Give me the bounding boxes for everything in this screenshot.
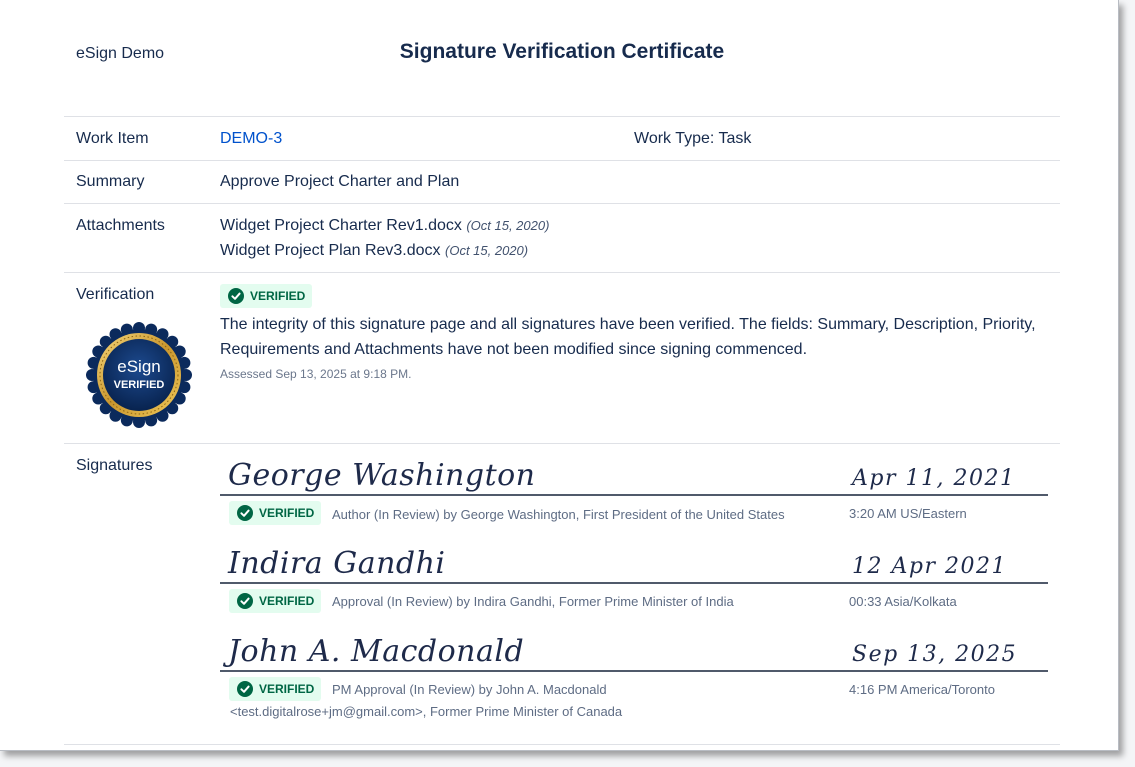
attachments-label: Attachments bbox=[76, 217, 165, 234]
signature-verified bbox=[229, 677, 321, 702]
divider bbox=[64, 160, 1060, 161]
divider bbox=[64, 272, 1060, 273]
verified-badge bbox=[229, 589, 321, 613]
work-item-label: Work Item bbox=[76, 130, 149, 147]
verified-badge bbox=[229, 501, 321, 525]
signature-description: PM Approval (In Review) by John A. Macdonald bbox=[332, 682, 607, 697]
signature-line bbox=[220, 670, 1048, 672]
attachment-name[interactable]: Widget Project Plan Rev3.docx bbox=[220, 242, 441, 259]
signature-description: Approval (In Review) by Indira Gandhi, Former Prime Minister of India bbox=[332, 594, 734, 609]
signature-email: <test.digitalrose+jm@gmail.com>, Former Prime Minister of Canada bbox=[230, 704, 623, 719]
signature-image: George Washington bbox=[228, 458, 536, 493]
check-circle-icon bbox=[237, 593, 253, 609]
signature-image: John A. Macdonald bbox=[228, 634, 525, 669]
attachment-item[interactable] bbox=[220, 217, 549, 235]
signature-verified bbox=[229, 589, 321, 614]
assessed-timestamp: Assessed Sep 13, 2025 at 9:18 PM. bbox=[220, 367, 412, 381]
attachment-date: (Oct 15, 2020) bbox=[466, 218, 550, 233]
work-item-link[interactable]: DEMO-3 bbox=[220, 130, 283, 147]
page-title: Signature Verification Certificate bbox=[399, 40, 725, 63]
verification-badge bbox=[220, 284, 312, 309]
summary-label: Summary bbox=[76, 173, 145, 190]
badge-label: VERIFIED bbox=[250, 289, 306, 303]
signature-date: Apr 11, 2021 bbox=[852, 466, 1016, 491]
attachment-name[interactable]: Widget Project Charter Rev1.docx bbox=[220, 217, 462, 234]
check-circle-icon bbox=[237, 681, 253, 697]
badge-label: VERIFIED bbox=[259, 506, 315, 520]
divider bbox=[64, 744, 1060, 745]
signature-image: Indira Gandhi bbox=[228, 546, 446, 581]
seal-line2: VERIFIED bbox=[113, 379, 165, 391]
signature-line bbox=[220, 494, 1048, 496]
verification-text: The integrity of this signature page and all signatures have been verified. The fields: Summary, Description, Priority, Requirements and Attachments have not been modified since signing commenced. bbox=[220, 316, 1036, 358]
verification-label: Verification bbox=[76, 286, 155, 303]
signature-description: Author (In Review) by George Washington, First President of the United States bbox=[332, 507, 785, 522]
badge-label: VERIFIED bbox=[259, 682, 315, 696]
verified-badge bbox=[229, 677, 321, 701]
signature-date: 12 Apr 2021 bbox=[852, 554, 1007, 579]
attachment-item[interactable] bbox=[220, 242, 528, 260]
summary-value: Approve Project Charter and Plan bbox=[220, 173, 460, 190]
check-circle-icon bbox=[237, 505, 253, 521]
signature-date: Sep 13, 2025 bbox=[852, 642, 1018, 667]
divider bbox=[64, 116, 1060, 117]
seal-line1: eSign bbox=[117, 357, 161, 376]
badge-label: VERIFIED bbox=[259, 594, 315, 608]
verified-badge bbox=[220, 284, 312, 308]
divider bbox=[64, 443, 1060, 444]
signature-time: 00:33 Asia/Kolkata bbox=[849, 594, 957, 609]
check-circle-icon bbox=[228, 288, 244, 304]
attachment-date: (Oct 15, 2020) bbox=[445, 243, 529, 258]
signature-line bbox=[220, 582, 1048, 584]
divider bbox=[64, 203, 1060, 204]
app-name: eSign Demo bbox=[76, 45, 165, 62]
esign-verified-seal-icon bbox=[86, 322, 192, 428]
signature-time: 3:20 AM US/Eastern bbox=[849, 506, 967, 521]
signature-verified bbox=[229, 501, 321, 526]
signature-time: 4:16 PM America/Toronto bbox=[849, 682, 995, 697]
work-type: Work Type: Task bbox=[634, 130, 752, 147]
signatures-label: Signatures bbox=[76, 457, 153, 474]
